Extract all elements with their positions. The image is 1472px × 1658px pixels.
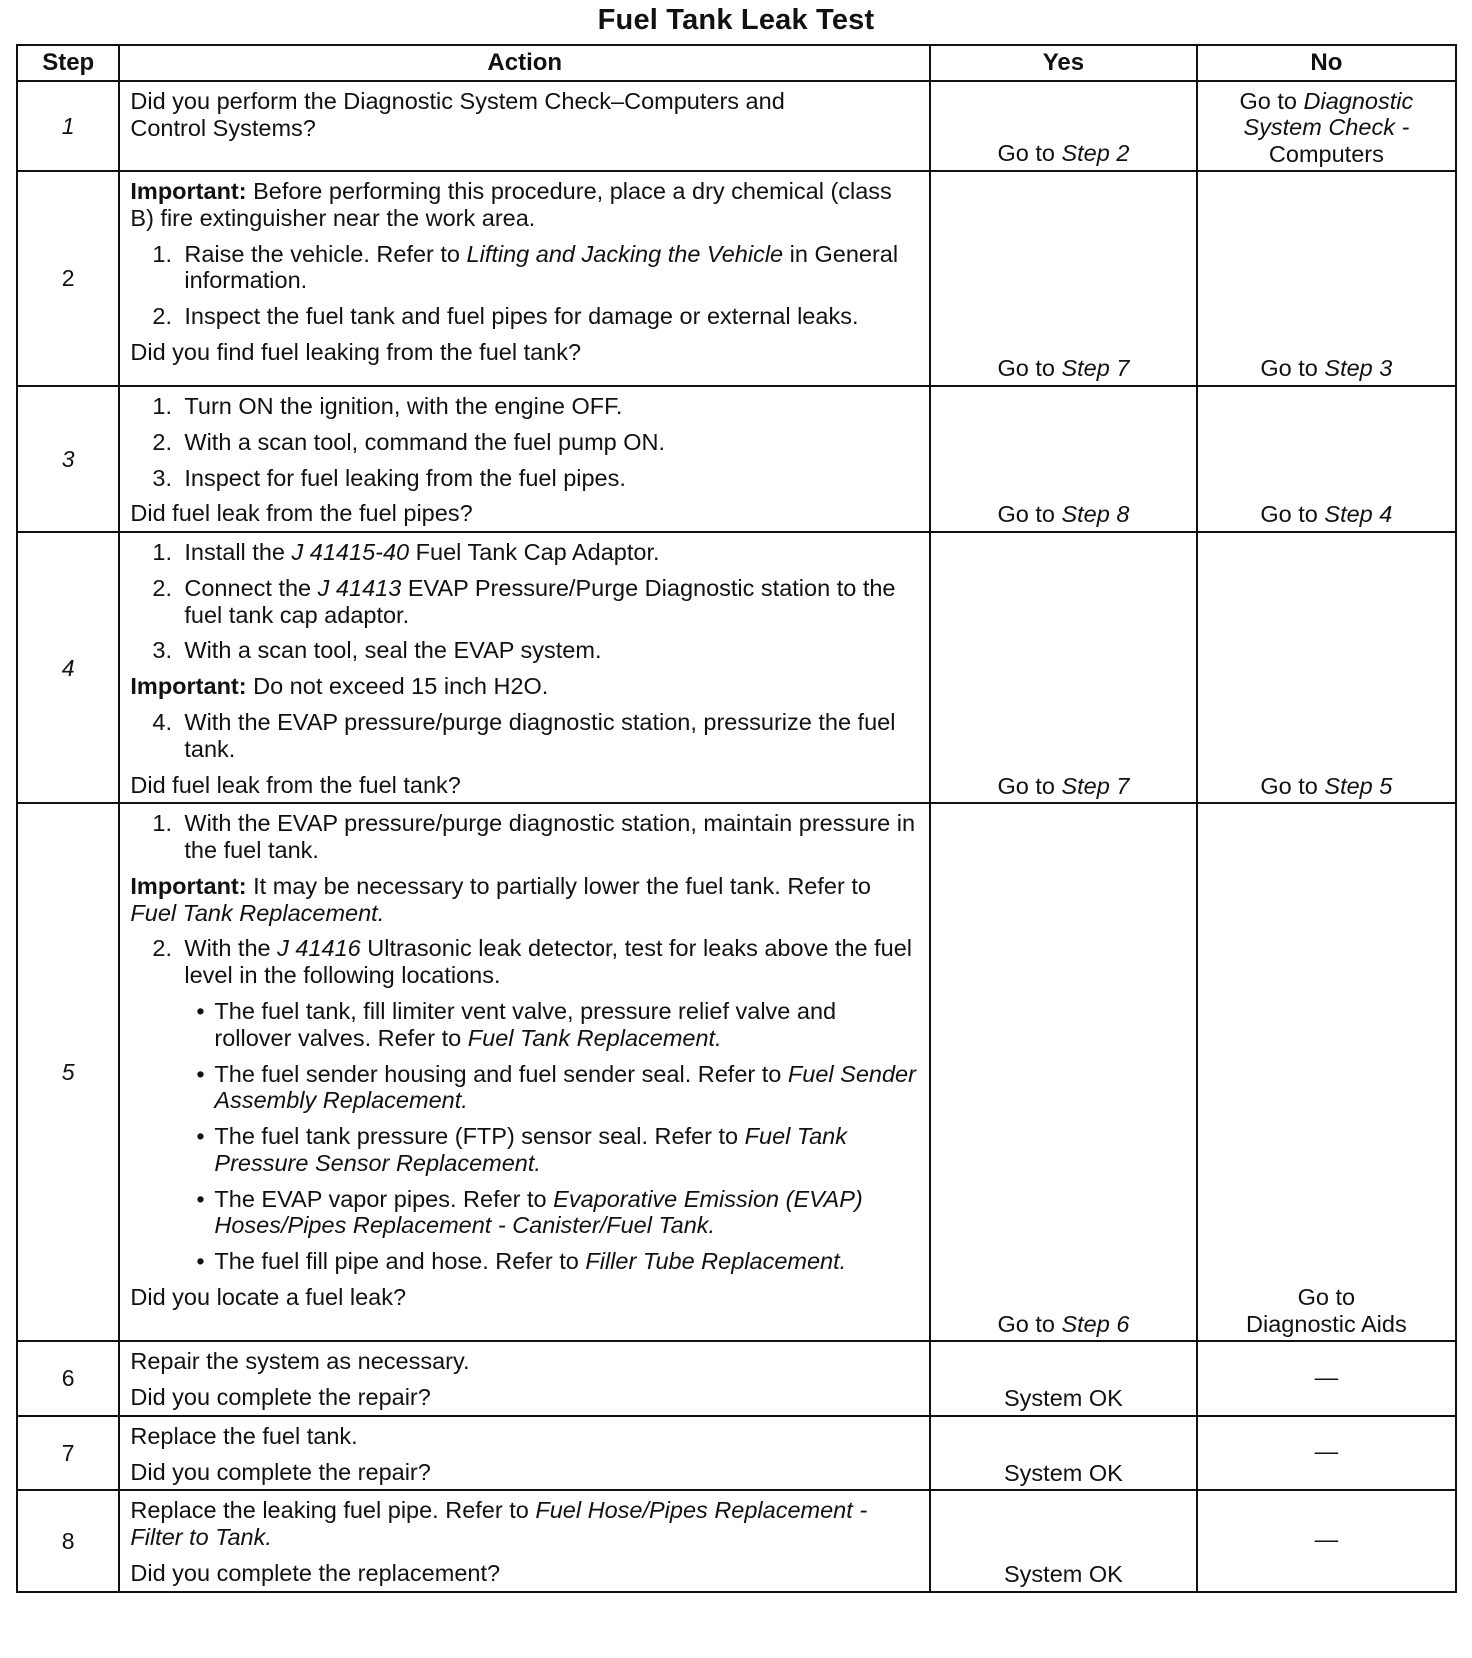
question: Did you find fuel leaking from the fuel tank? <box>130 338 582 365</box>
list-item: 4. With the EVAP pressure/purge diagnostic station, pressurize the fuel tank. <box>152 708 896 762</box>
important-note: Important: Do not exceed 15 inch H2O. <box>130 673 549 700</box>
question: Did fuel leak from the fuel pipes? <box>130 500 473 527</box>
no-cell: Go to Step 3 <box>1197 171 1456 386</box>
list-item: 1. Raise the vehicle. Refer to Lifting and Jacking the Vehicle in General information. <box>152 240 899 294</box>
action-cell <box>119 1416 930 1491</box>
step-number: 7 <box>17 1416 119 1491</box>
table-row <box>17 171 1456 386</box>
step-number: 3 <box>17 386 119 532</box>
bullet-item: • The fuel tank, fill limiter vent valve, pressure relief valve and rollover valves. Refer to Fuel Tank Replacement. <box>196 998 837 1051</box>
bullet-item: • The fuel sender housing and fuel sender seal. Refer to Fuel Sender Assembly Replacement. <box>196 1060 916 1114</box>
action-cell <box>119 1341 930 1416</box>
diagnostic-table <box>16 44 1457 1593</box>
procedure-reference: Diagnostic System Check - <box>1243 88 1414 141</box>
header-no: No <box>1197 45 1456 81</box>
action-cell <box>119 532 930 803</box>
header-step: Step <box>17 45 119 81</box>
question: Did you complete the replacement? <box>130 1560 501 1586</box>
table-row <box>17 803 1456 1341</box>
list-item: 2. Connect the J 41413 EVAP Pressure/Purge Diagnostic station to the fuel tank cap adaptor. <box>152 574 896 628</box>
step-number: 1 <box>17 81 119 171</box>
table-row <box>17 386 1456 532</box>
question: Did you complete the repair? <box>130 1458 431 1485</box>
question: Did fuel leak from the fuel tank? <box>130 771 461 798</box>
question: Did you perform the Diagnostic System Check–Computers and Control Systems? <box>130 88 785 141</box>
step-number: 4 <box>17 532 119 803</box>
bullet-item: • The fuel tank pressure (FTP) sensor seal. Refer to Fuel Tank Pressure Sensor Replacement. <box>196 1123 847 1176</box>
yes-cell: System OK <box>930 1490 1197 1591</box>
important-note: Important: It may be necessary to partially lower the fuel tank. Refer to Fuel Tank Replacement. <box>130 872 871 926</box>
action-text: Replace the fuel tank. <box>130 1422 358 1449</box>
table-row <box>17 1416 1456 1491</box>
action-cell <box>119 81 930 171</box>
action-text: Replace the leaking fuel pipe. Refer to Fuel Hose/Pipes Replacement - Filter to Tank. <box>130 1497 868 1551</box>
yes-cell: Go to Step 7 <box>930 532 1197 803</box>
action-text: Repair the system as necessary. <box>130 1348 470 1375</box>
list-item: 1. Install the J 41415-40 Fuel Tank Cap Adaptor. <box>152 539 660 566</box>
step-number: 6 <box>17 1341 119 1416</box>
bullet-item: • The fuel fill pipe and hose. Refer to Filler Tube Replacement. <box>196 1248 847 1275</box>
table-row <box>17 1490 1456 1591</box>
list-item: 1. Turn ON the ignition, with the engine OFF. <box>152 392 623 419</box>
step-reference: Step 2 <box>1061 140 1130 167</box>
no-cell: Go to Diagnostic Aids <box>1197 803 1456 1341</box>
step-number: 5 <box>17 803 119 1341</box>
action-cell <box>119 171 930 386</box>
no-cell: Go to Diagnostic System Check - Computers <box>1197 81 1456 171</box>
yes-cell: System OK <box>930 1341 1197 1416</box>
yes-cell: Go to Step 6 <box>930 803 1197 1341</box>
no-cell: Go to Step 4 <box>1197 386 1456 532</box>
yes-cell: Go to Step 7 <box>930 171 1197 386</box>
list-item: 3. Inspect for fuel leaking from the fuel pipes. <box>152 464 626 491</box>
action-cell <box>119 1490 930 1591</box>
question: Did you locate a fuel leak? <box>130 1284 407 1311</box>
step-number: 8 <box>17 1490 119 1591</box>
list-item: 2. With the J 41416 Ultrasonic leak detector, test for leaks above the fuel level in the following locations. <box>152 935 913 989</box>
header-yes: Yes <box>930 45 1197 81</box>
step-number: 2 <box>17 171 119 386</box>
table-row <box>17 532 1456 803</box>
page-title: Fuel Tank Leak Test <box>597 4 875 36</box>
list-item: 1. With the EVAP pressure/purge diagnostic station, maintain pressure in the fuel tank. <box>152 810 916 864</box>
table-row <box>17 81 1456 171</box>
list-item: 2. With a scan tool, command the fuel pump ON. <box>152 428 666 455</box>
no-cell: — <box>1197 1341 1456 1416</box>
yes-cell: Go to Step 2 <box>930 81 1197 171</box>
no-cell: Go to Step 5 <box>1197 532 1456 803</box>
table-row <box>17 1341 1456 1416</box>
question: Did you complete the repair? <box>130 1384 431 1411</box>
no-cell: — <box>1197 1490 1456 1591</box>
table-header-row <box>17 45 1456 81</box>
yes-cell: System OK <box>930 1416 1197 1491</box>
no-cell: — <box>1197 1416 1456 1491</box>
action-cell <box>119 803 930 1341</box>
list-item: 2. Inspect the fuel tank and fuel pipes for damage or external leaks. <box>152 303 859 330</box>
bullet-item: • The EVAP vapor pipes. Refer to Evaporative Emission (EVAP) Hoses/Pipes Replacement - Canister/Fuel Tank. <box>196 1185 863 1239</box>
yes-cell: Go to Step 8 <box>930 386 1197 532</box>
header-action: Action <box>119 45 930 81</box>
list-item: 3. With a scan tool, seal the EVAP system. <box>152 637 602 664</box>
important-note: Important: Before performing this procedure, place a dry chemical (class B) fire extinguisher near the work area. <box>130 177 892 231</box>
action-cell <box>119 386 930 532</box>
